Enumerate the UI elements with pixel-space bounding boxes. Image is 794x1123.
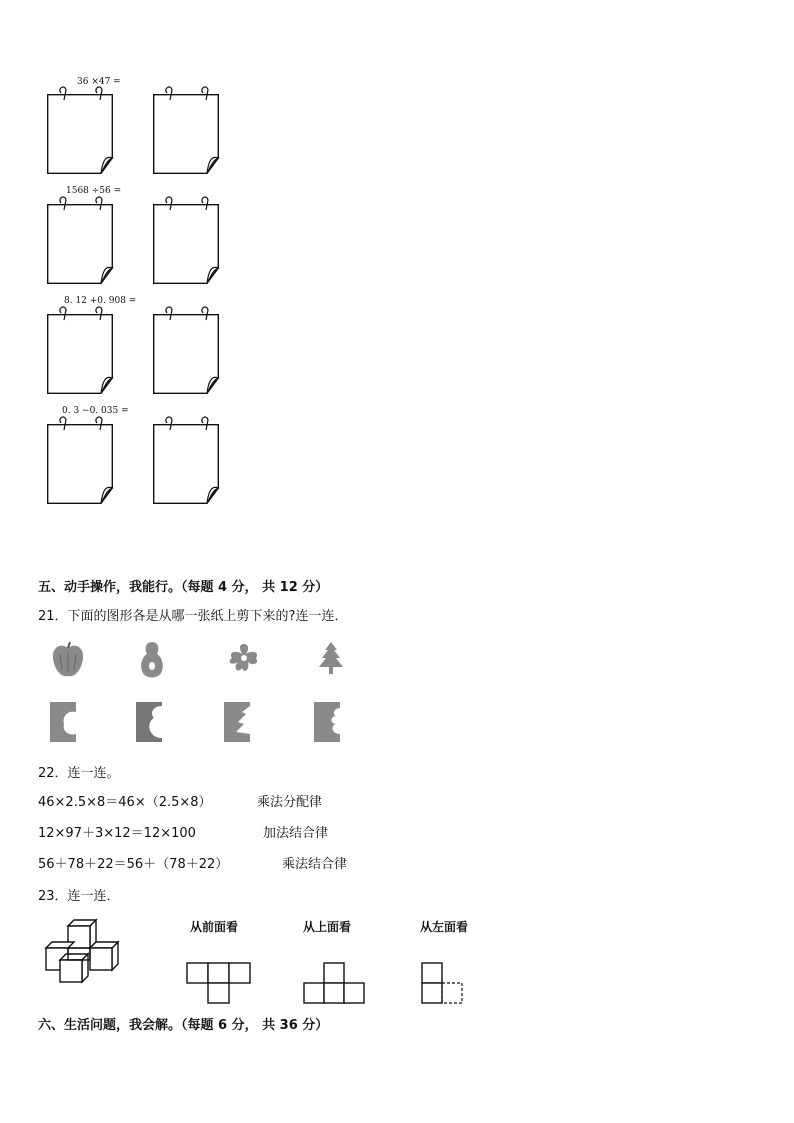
paper-cut-tree-icon[interactable] (222, 700, 254, 744)
q22-law-2[interactable]: 加法结合律 (263, 826, 329, 841)
section-title-5: 五、动手操作，我能行。（每题 4 分， 共 12 分） (38, 580, 329, 595)
flower-shape-icon[interactable] (224, 640, 264, 676)
problem-label-4: 0. 3 −0. 035 = (62, 406, 129, 416)
notepad-icon (47, 424, 113, 504)
q22-expression-2[interactable]: 12×97＋3×12＝12×100 (38, 826, 196, 841)
notepad-icon (47, 94, 113, 174)
paper-cut-flower-icon[interactable] (312, 700, 344, 744)
view-diagram-l-shape[interactable] (420, 960, 466, 1006)
notepad-answer-box[interactable] (47, 314, 113, 394)
cube-stack-figure[interactable] (40, 916, 140, 988)
view-label-front[interactable]: 从前面看 (190, 920, 239, 934)
tree-shape-icon[interactable] (316, 640, 346, 678)
question-22: 22．连一连。 (38, 766, 120, 781)
question-23: 23．连一连． (38, 889, 120, 904)
notepad-answer-box[interactable] (153, 314, 219, 394)
notepad-icon (153, 424, 219, 504)
section-title-6: 六、生活问题，我会解。（每题 6 分， 共 36 分） (38, 1018, 329, 1033)
notepad-answer-box[interactable] (47, 94, 113, 174)
paper-cut-gourd-icon[interactable] (134, 700, 166, 744)
problem-label-1: 36 ×47 = (77, 77, 121, 87)
problem-label-2: 1568 ÷56 = (66, 186, 122, 196)
q22-law-1[interactable]: 乘法分配律 (257, 795, 323, 810)
notepad-answer-box[interactable] (47, 204, 113, 284)
notepad-icon (153, 314, 219, 394)
problem-label-3: 8. 12 +0. 908 = (64, 296, 137, 306)
view-diagram-inverted-t-shape[interactable] (302, 960, 368, 1006)
paper-cut-apple-icon[interactable] (48, 700, 80, 744)
notepad-icon (153, 204, 219, 284)
notepad-answer-box[interactable] (153, 204, 219, 284)
notepad-answer-box[interactable] (47, 424, 113, 504)
q22-law-3[interactable]: 乘法结合律 (282, 857, 348, 872)
question-21: 21．下面的图形各是从哪一张纸上剪下来的?连一连． (38, 609, 348, 624)
notepad-answer-box[interactable] (153, 94, 219, 174)
notepad-icon (47, 204, 113, 284)
notepad-answer-box[interactable] (153, 424, 219, 504)
view-label-left[interactable]: 从左面看 (420, 920, 469, 934)
notepad-icon (153, 94, 219, 174)
q22-expression-3[interactable]: 56＋78＋22＝56＋（78＋22） (38, 857, 229, 872)
apple-shape-icon[interactable] (50, 640, 86, 680)
view-diagram-t-shape[interactable] (186, 960, 252, 1006)
gourd-shape-icon[interactable] (136, 638, 168, 680)
view-label-top[interactable]: 从上面看 (303, 920, 352, 934)
notepad-icon (47, 314, 113, 394)
q22-expression-1[interactable]: 46×2.5×8＝46×（2.5×8） (38, 795, 212, 810)
